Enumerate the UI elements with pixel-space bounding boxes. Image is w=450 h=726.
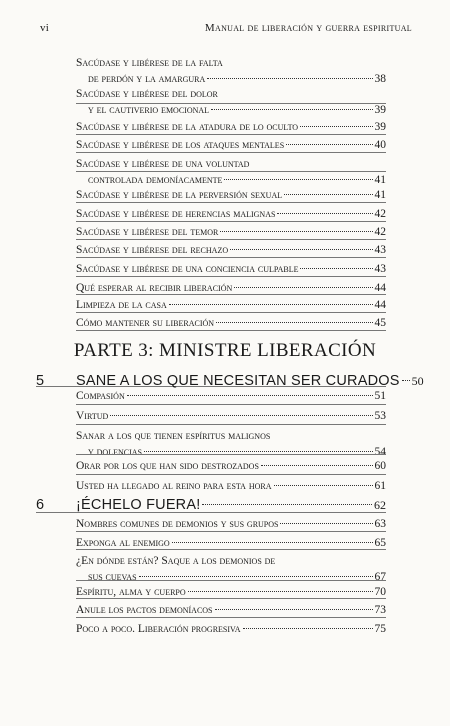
entry-page-number: 60 — [374, 460, 386, 472]
entry-title-continued: controlada demoníacamente — [88, 174, 223, 186]
entry-title-continued: de perdón y la amargura — [88, 73, 206, 85]
entry-page-number: 54 — [374, 446, 386, 458]
toc-entry[interactable] — [76, 428, 386, 460]
entry-title: Sacúdase y libérese del dolor — [76, 88, 218, 100]
leader-dots — [286, 144, 372, 145]
leader-dots — [261, 465, 373, 466]
part-title: PARTE 3: MINISTRE LIBERACIÓN — [73, 340, 377, 361]
entry-page-number: 65 — [374, 537, 386, 549]
leader-dots — [144, 451, 373, 452]
entry-page-number: 42 — [374, 208, 386, 220]
toc-entry[interactable] — [76, 602, 386, 618]
leader-dots — [300, 126, 372, 127]
entry-title: Cómo mantener su liberación — [76, 317, 215, 329]
leader-dots — [280, 523, 372, 524]
toc-entry[interactable] — [76, 156, 386, 188]
entry-divider — [76, 454, 386, 455]
leader-dots — [202, 504, 372, 505]
leader-dots — [234, 287, 372, 288]
toc-entry[interactable] — [76, 315, 386, 331]
entry-title: Sacúdase y libérese de la atadura de lo oculto — [76, 121, 299, 133]
chapter-title: ¡ÉCHELO FUERA! — [76, 497, 201, 513]
leader-dots — [274, 485, 373, 486]
running-title: Manual de liberación y guerra espiritual — [204, 22, 412, 34]
entry-title: Anule los pactos demoníacos — [76, 604, 213, 616]
entry-divider — [76, 424, 386, 425]
entry-title-continued: y dolencias — [88, 446, 142, 458]
entry-page-number: 73 — [374, 604, 386, 616]
chapter-number: 5 — [36, 373, 45, 389]
toc-entry[interactable] — [76, 408, 386, 424]
entry-title: Sacúdase y libérese del rechazo — [76, 244, 229, 256]
entry-page-number: 41 — [374, 189, 386, 201]
toc-entry[interactable] — [76, 187, 386, 203]
toc-entry[interactable] — [76, 388, 386, 404]
leader-dots — [243, 628, 373, 629]
leader-dots — [215, 609, 373, 610]
chapter-title: SANE A LOS QUE NECESITAN SER CURADOS — [76, 373, 400, 389]
entry-divider — [76, 531, 386, 532]
entry-page-number: 53 — [374, 410, 386, 422]
leader-dots — [169, 304, 373, 305]
entry-title: Sacúdase y libérese de una conciencia culpable — [76, 263, 299, 275]
entry-page-number: 61 — [374, 480, 386, 492]
entry-title: Poco a poco. Liberación progresiva — [76, 623, 241, 635]
entry-title: ¿En dónde están? Saque a los demonios de — [76, 555, 276, 567]
entry-page-number: 45 — [374, 317, 386, 329]
entry-page-number: 40 — [374, 139, 386, 151]
leader-dots — [284, 194, 372, 195]
entry-title: Orar por los que han sido destrozados — [76, 460, 259, 472]
entry-page-number: 43 — [374, 263, 386, 275]
leader-dots — [127, 395, 373, 396]
entry-title: Sacúdase y libérese de los ataques mentales — [76, 139, 285, 151]
entry-divider — [76, 549, 386, 550]
entry-title: Sacúdase y libérese de una voluntad — [76, 158, 250, 170]
leader-dots — [220, 231, 372, 232]
page-header — [40, 22, 412, 38]
leader-dots — [172, 542, 373, 543]
chapter-page: 50 — [411, 374, 424, 388]
leader-dots — [277, 213, 372, 214]
entry-page-number: 44 — [374, 299, 386, 311]
leader-dots — [224, 179, 372, 180]
entry-title-continued: y el cautiverio emocional — [88, 104, 210, 116]
leader-dots — [216, 322, 372, 323]
leader-dots — [211, 109, 372, 110]
toc-entry[interactable] — [76, 206, 386, 222]
chapter-number: 6 — [36, 497, 45, 513]
toc-entry[interactable] — [76, 516, 386, 532]
entry-divider — [76, 404, 386, 405]
entry-page-number: 39 — [374, 121, 386, 133]
entry-page-number: 51 — [374, 390, 386, 402]
entry-page-number: 44 — [374, 282, 386, 294]
toc-entry[interactable] — [76, 621, 386, 637]
toc-entry[interactable] — [76, 280, 386, 296]
entry-page-number: 67 — [374, 571, 386, 583]
entry-title: Sacúdase y libérese de la perversión sexual — [76, 189, 283, 201]
entry-divider — [76, 474, 386, 475]
toc-entry[interactable] — [76, 224, 386, 240]
leader-dots — [402, 380, 410, 381]
entry-divider — [76, 580, 386, 581]
entry-title: Exponga al enemigo — [76, 537, 170, 549]
leader-dots — [207, 78, 372, 79]
entry-page-number: 70 — [374, 586, 386, 598]
entry-page-number: 42 — [374, 226, 386, 238]
entry-page-number: 43 — [374, 244, 386, 256]
entry-divider — [76, 617, 386, 618]
leader-dots — [139, 576, 373, 577]
toc-entry[interactable] — [76, 86, 386, 118]
toc-entry[interactable] — [76, 261, 386, 277]
entry-title: Sacúdase y libérese del temor — [76, 226, 219, 238]
entry-page-number: 39 — [374, 104, 386, 116]
entry-title: Sacúdase y libérese de herencias malignas — [76, 208, 276, 220]
toc-entry[interactable] — [76, 137, 386, 153]
entry-page-number: 75 — [374, 623, 386, 635]
toc-entry[interactable] — [76, 242, 386, 258]
entry-title: Nombres comunes de demonios y sus grupos — [76, 518, 279, 530]
leader-dots — [188, 591, 373, 592]
entry-title: Qué esperar al recibir liberación — [76, 282, 233, 294]
page-number: vi — [40, 22, 50, 34]
entry-title: Compasión — [76, 390, 125, 402]
entry-title: Sacúdase y libérese de la falta — [76, 57, 223, 69]
toc-entry[interactable] — [76, 458, 386, 474]
toc-entry[interactable] — [76, 55, 386, 87]
entry-page-number: 63 — [374, 518, 386, 530]
entry-title-continued: sus cuevas — [88, 571, 137, 583]
chapter-6-heading[interactable] — [36, 496, 386, 514]
toc-entry[interactable] — [76, 119, 386, 135]
entry-divider — [76, 598, 386, 599]
entry-title: Limpieza de la casa — [76, 299, 167, 311]
chapter-page: 62 — [374, 498, 386, 512]
entry-page-number: 38 — [374, 73, 386, 85]
toc-entry[interactable] — [76, 297, 386, 313]
entry-page-number: 41 — [374, 174, 386, 186]
entry-title: Virtud — [76, 410, 109, 422]
entry-title: Espíritu, alma y cuerpo — [76, 586, 186, 598]
entry-title: Sanar a los que tienen espíritus malignos — [76, 430, 271, 442]
leader-dots — [110, 415, 372, 416]
leader-dots — [300, 268, 372, 269]
chapter-5-heading[interactable] — [36, 372, 424, 390]
toc-entry[interactable] — [76, 478, 386, 494]
leader-dots — [230, 249, 372, 250]
entry-title: Usted ha llegado al reino para esta hora — [76, 480, 272, 492]
